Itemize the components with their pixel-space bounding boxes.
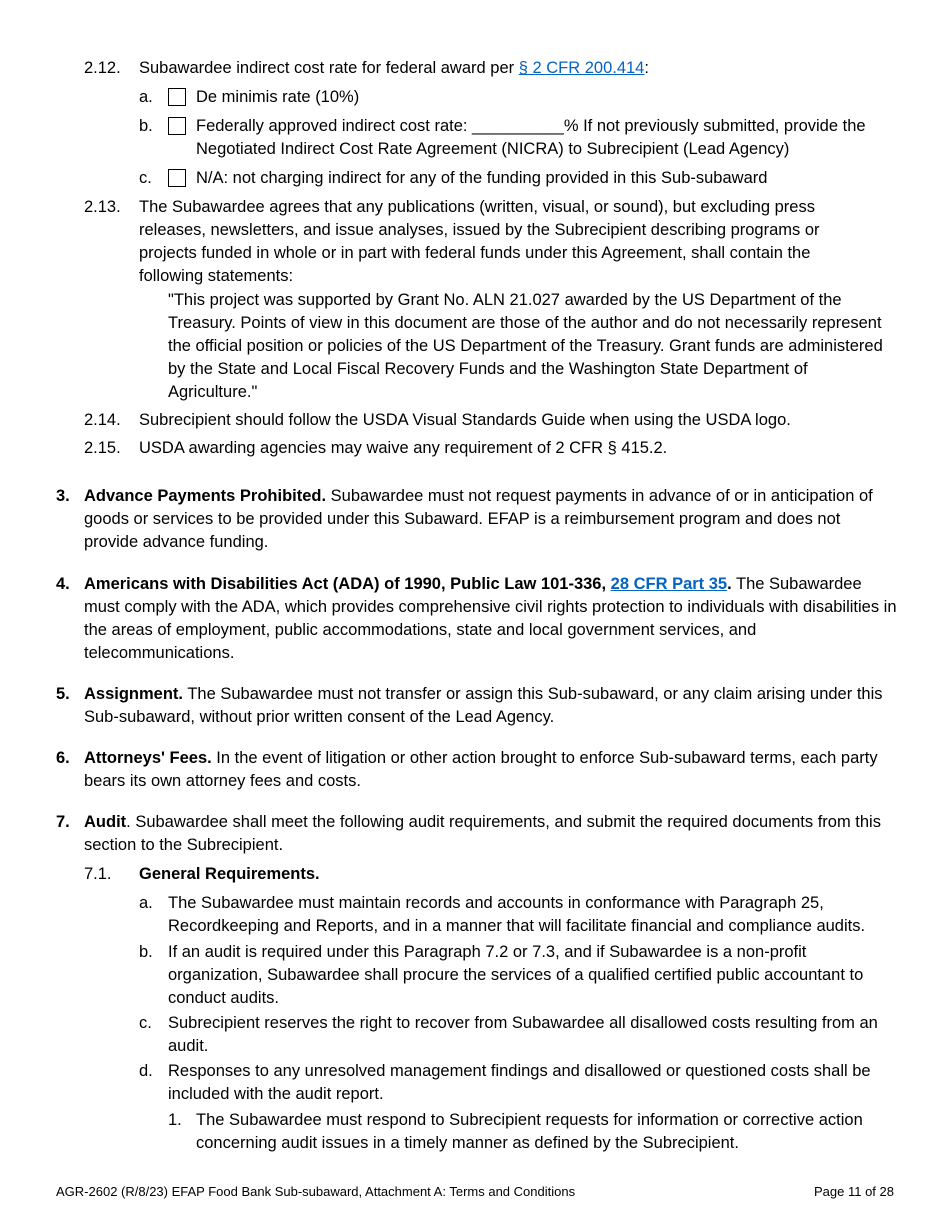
item-number: 1. (168, 1111, 182, 1129)
list-item: The Subawardee must respond to Subrecipient requests for information or corrective action concerning audit issues in a timely manner as defined by the Subrecipient. (196, 1111, 863, 1152)
section-7-body: . Subawardee shall meet the following audit requirements, and submit the required documents from this section to the Subrecipient. (84, 813, 881, 854)
list-item: Subrecipient reserves the right to recover from Subawardee all disallowed costs resulting from an audit. (168, 1014, 878, 1055)
section-2-12-text (139, 57, 899, 80)
section-title: Audit (84, 813, 127, 831)
list-item: Responses to any unresolved management findings and disallowed or questioned costs shall be included with the audit report. (168, 1062, 871, 1103)
section-title: Americans with Disabilities Act (ADA) of 1990, Public Law 101-336, (84, 575, 611, 593)
section-2-15-text: USDA awarding agencies may waive any requirement of 2 CFR § 415.2. (139, 439, 668, 457)
nicra-checkbox-wrap (168, 115, 186, 138)
na-checkbox-wrap (168, 167, 186, 190)
option-text: De minimis rate (10%) (196, 88, 360, 106)
section-5-text (84, 683, 899, 729)
item-letter: d. (139, 1062, 153, 1080)
option-letter: c. (139, 169, 152, 187)
section-7-1-title: General Requirements. (139, 865, 320, 883)
option-text: N/A: not charging indirect for any of the funding provided in this Sub-subaward (196, 169, 768, 187)
section-6-body: In the event of litigation or other action brought to enforce Sub-subaward terms, each party bears its own attorney fees and costs. (84, 749, 878, 790)
item-letter: b. (139, 943, 153, 961)
item-letter: a. (139, 894, 153, 912)
de-minimis-checkbox[interactable] (168, 88, 186, 106)
list-item: If an audit is required under this Paragraph 7.2 or 7.3, and if Subawardee is a non-profit organization, Subawardee shall procure the services of a qualified certified public accountant to conduct audits. (168, 943, 864, 1007)
item-letter: c. (139, 1014, 152, 1032)
section-number: 5. (56, 685, 70, 703)
section-6-text (84, 747, 899, 793)
section-title: Assignment. (84, 685, 184, 703)
section-number: 2.13. (84, 198, 121, 216)
section-7-text (84, 811, 899, 857)
section-title-end: . (727, 575, 732, 593)
section-2-12-body: Subawardee indirect cost rate for federal award per (139, 59, 519, 77)
section-5-body: The Subawardee must not transfer or assign this Sub-subaward, or any claim arising under this Sub-subaward, without prior written consent of the Lead Agency. (84, 685, 883, 726)
required-statement-quote: "This project was supported by Grant No. ALN 21.027 awarded by the US Department of the Treasury. Points of view in this document are those of the author and do not necessarily represent the official position or policies of the US Department of the Treasury. Grant funds are administered by the State and Local Fiscal Recovery Funds and the Washington State Department of Agriculture." (168, 291, 883, 401)
section-number: 3. (56, 487, 70, 505)
footer-page-number: Page 11 of 28 (814, 1184, 894, 1199)
nicra-checkbox[interactable] (168, 117, 186, 135)
section-2-13-text: The Subawardee agrees that any publications (written, visual, or sound), but excluding press releases, newsletters, and issue analyses, issued by the Subrecipient describing programs or projects funded in whole or in part with federal funds under this Agreement, shall contain the following statements: (139, 198, 820, 285)
section-3-body: Subawardee must not request payments in advance of or in anticipation of goods or services to be provided under this Subaward. EFAP is a reimbursement program and does not provide advance funding. (84, 487, 873, 551)
cfr-part-35-link[interactable]: 28 CFR Part 35 (610, 575, 728, 593)
option-letter: b. (139, 117, 153, 135)
list-item: The Subawardee must maintain records and accounts in conformance with Paragraph 25, Recordkeeping and Reports, and in a manner that will facilitate financial and compliance audits. (168, 894, 866, 935)
section-4-text (84, 573, 899, 665)
option-text: Federally approved indirect cost rate: __________% If not previously submitted, provide the Negotiated Indirect Cost Rate Agreement (NICRA) to Subrecipient (Lead Agency) (196, 117, 866, 158)
section-title: Advance Payments Prohibited. (84, 487, 327, 505)
footer-document-id: AGR-2602 (R/8/23) EFAP Food Bank Sub-subaward, Attachment A: Terms and Conditions (56, 1184, 576, 1199)
section-number: 4. (56, 575, 70, 593)
section-title: Attorneys' Fees. (84, 749, 212, 767)
section-number: 2.15. (84, 439, 121, 457)
cfr-200-414-link[interactable]: § 2 CFR 200.414 (518, 59, 645, 77)
section-3-text (84, 485, 899, 554)
option-letter: a. (139, 88, 153, 106)
section-2-14-text: Subrecipient should follow the USDA Visual Standards Guide when using the USDA logo. (139, 411, 791, 429)
section-number: 7.1. (84, 865, 112, 883)
section-number: 2.12. (84, 59, 121, 77)
section-4-body: The Subawardee must comply with the ADA, which provides comprehensive civil rights protection to individuals with disabilities in the areas of employment, public accommodations, state and local government services, and telecommunications. (84, 575, 897, 662)
section-number: 7. (56, 813, 70, 831)
na-checkbox[interactable] (168, 169, 186, 187)
section-2-12-colon: : (644, 59, 649, 77)
section-number: 6. (56, 749, 70, 767)
de-minimis-checkbox-wrap (168, 86, 186, 109)
section-number: 2.14. (84, 411, 121, 429)
